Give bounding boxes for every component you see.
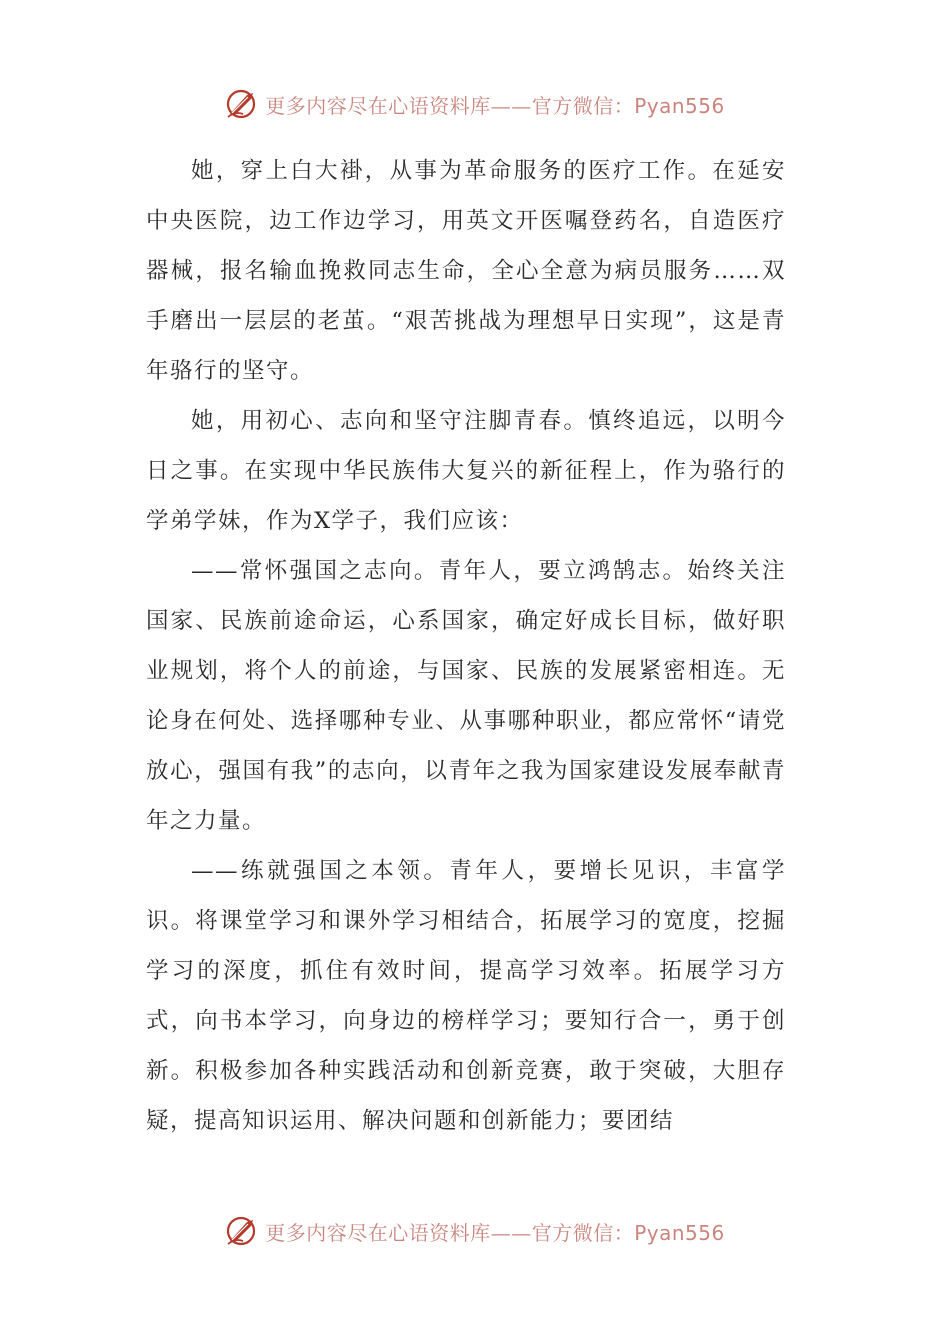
footer-banner-prefix: 更多内容尽在心语资料库——: [265, 1220, 532, 1245]
header-banner-wechat: 官方微信：Pyan556: [531, 93, 725, 118]
footer-banner-wechat: 官方微信：Pyan556: [531, 1220, 725, 1245]
paragraph-1: 她，穿上白大褂，从事为革命服务的医疗工作。在延安中央医院，边工作边学习，用英文开医嘱登药名，自造医疗器械，报名输血挽救同志生命，全心全意为病员服务……双手磨出一层层的老茧。“艰苦挑战为理想早日实现”，这是青年骆行的坚守。: [146, 158, 786, 384]
header-banner-text: [265, 90, 725, 119]
footer-banner: [0, 1211, 950, 1251]
paragraph-4: ——练就强国之本领。青年人，要增长见识，丰富学识。将课堂学习和课外学习相结合，拓展学习的宽度，挖掘学习的深度，抓住有效时间，提高学习效率。拓展学习方式，向书本学习，向身边的榜样学习；要知行合一，勇于创新。积极参加各种实践活动和创新竞赛，敢于突破，大胆存疑，提高知识运用、解决问题和创新能力；要团结: [146, 858, 786, 1134]
footer-banner-text: [265, 1217, 725, 1246]
document-body: [146, 146, 786, 1146]
pen-nib-logo-icon: [225, 87, 259, 121]
paragraph-3: ——常怀强国之志向。青年人，要立鸿鹄志。始终关注国家、民族前途命运，心系国家，确定好成长目标，做好职业规划，将个人的前途，与国家、民族的发展紧密相连。无论身在何处、选择哪种专业、从事哪种职业，都应常怀“请党放心，强国有我”的志向，以青年之我为国家建设发展奉献青年之力量。: [146, 558, 786, 834]
header-banner-prefix: 更多内容尽在心语资料库——: [265, 93, 532, 118]
paragraph-2: 她，用初心、志向和坚守注脚青春。慎终追远，以明今日之事。在实现中华民族伟大复兴的新征程上，作为骆行的学弟学妹，作为X学子，我们应该：: [146, 408, 786, 534]
pen-nib-logo-icon: [225, 1214, 259, 1248]
header-banner: [0, 84, 950, 124]
